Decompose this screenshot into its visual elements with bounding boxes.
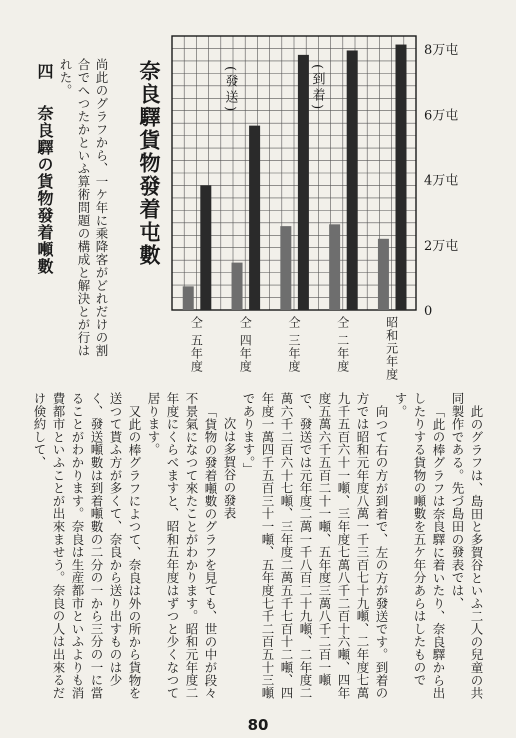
intro-paragraph: 尚此のグラフから、一ケ年に乘降客がどれだけの割合でへつたかといふ算術問題の構成と解決とが行はれた。 (58, 58, 109, 357)
x-axis-categories (189, 316, 398, 381)
x-category-label: 昭和元年度 (384, 316, 399, 381)
bar-dispatch (280, 226, 291, 310)
annotation-dispatch: (發送) (222, 66, 238, 115)
body-paragraph: 此のグラフは、島田と多賀谷といふ二人の兒童の共同製作である。先づ島田の發表では、 (450, 392, 484, 699)
y-tick-label: 2万屯 (424, 238, 459, 254)
body-text (32, 392, 486, 702)
body-paragraph: 又此の棒グラフによつて、奈良は外の所から貨物を送つて貰ふ方が多くて、奈良から送り出すものは少く、發送噸數は到着噸數の二分の一から三分の一に當ることがわかります。奈良は生産都市といふよりも消費都市といふことが出來ませう。奈良の人は出來るだけ倹約して、 (32, 392, 142, 700)
y-tick-label: 6万屯 (424, 108, 459, 124)
bar-arrival (347, 50, 358, 310)
bar-dispatch (329, 224, 340, 310)
bar-dispatch (378, 239, 389, 310)
x-category-label: 仝 二年度 (335, 316, 350, 373)
bar-arrival (200, 185, 211, 310)
section-number: 四 (35, 63, 54, 80)
bar-dispatch (183, 286, 194, 310)
y-tick-label: 0 (424, 304, 433, 319)
annotation-arrival: (到着) (309, 64, 325, 113)
y-tick-label: 8万屯 (424, 43, 459, 59)
bar-arrival (396, 45, 407, 310)
x-category-label: 仝 五年度 (189, 316, 204, 373)
x-category-label: 仝 三年度 (287, 316, 301, 373)
x-category-label: 仝 四年度 (238, 316, 253, 373)
body-paragraph: 次は多賀谷の發表 (222, 417, 237, 520)
series-annotations (223, 64, 326, 114)
body-paragraph: 「此の棒グラフは奈良驛に着いたり、奈良驛から出したりする貨物の噸數を五ケ年分あらはしたものです。 (393, 392, 446, 699)
chart-bars (183, 45, 407, 310)
bar-dispatch (232, 263, 243, 310)
section-title: 奈良驛の貨物發着噸數 (35, 105, 54, 276)
y-tick-label: 4万屯 (424, 173, 459, 189)
body-paragraph: 向つて右の方が到着で、左の方が發送です。到着の方では昭和元年度八萬一千三百七十九噸、二年度七萬九千五百六十一噸、三年度七萬八千二百十六噸、四年度五萬六千五百二十一噸、五年度三萬八千二百一噸で、發送では元年度二萬一千八百二十九噸、二年度二萬六千二百六十七噸、三年度二萬五千七百十二噸、四年度一萬四千五百三十一噸、五年度七千二百五十三噸であります。」 (241, 392, 389, 700)
chart-title: 奈良驛貨物發着屯數 (137, 60, 162, 267)
bar-arrival (249, 126, 260, 310)
bar-arrival (298, 55, 309, 310)
page-number: 80 (247, 716, 269, 734)
y-axis-ticks (424, 42, 458, 319)
body-paragraph: 「貨物の發着噸數のグラフを見ても、世の中が段々不景氣になつて來たことがわかります。昭和元年度二年度にくらべますと、昭和五年度はずつと少くなつて居ります。 (146, 392, 218, 700)
